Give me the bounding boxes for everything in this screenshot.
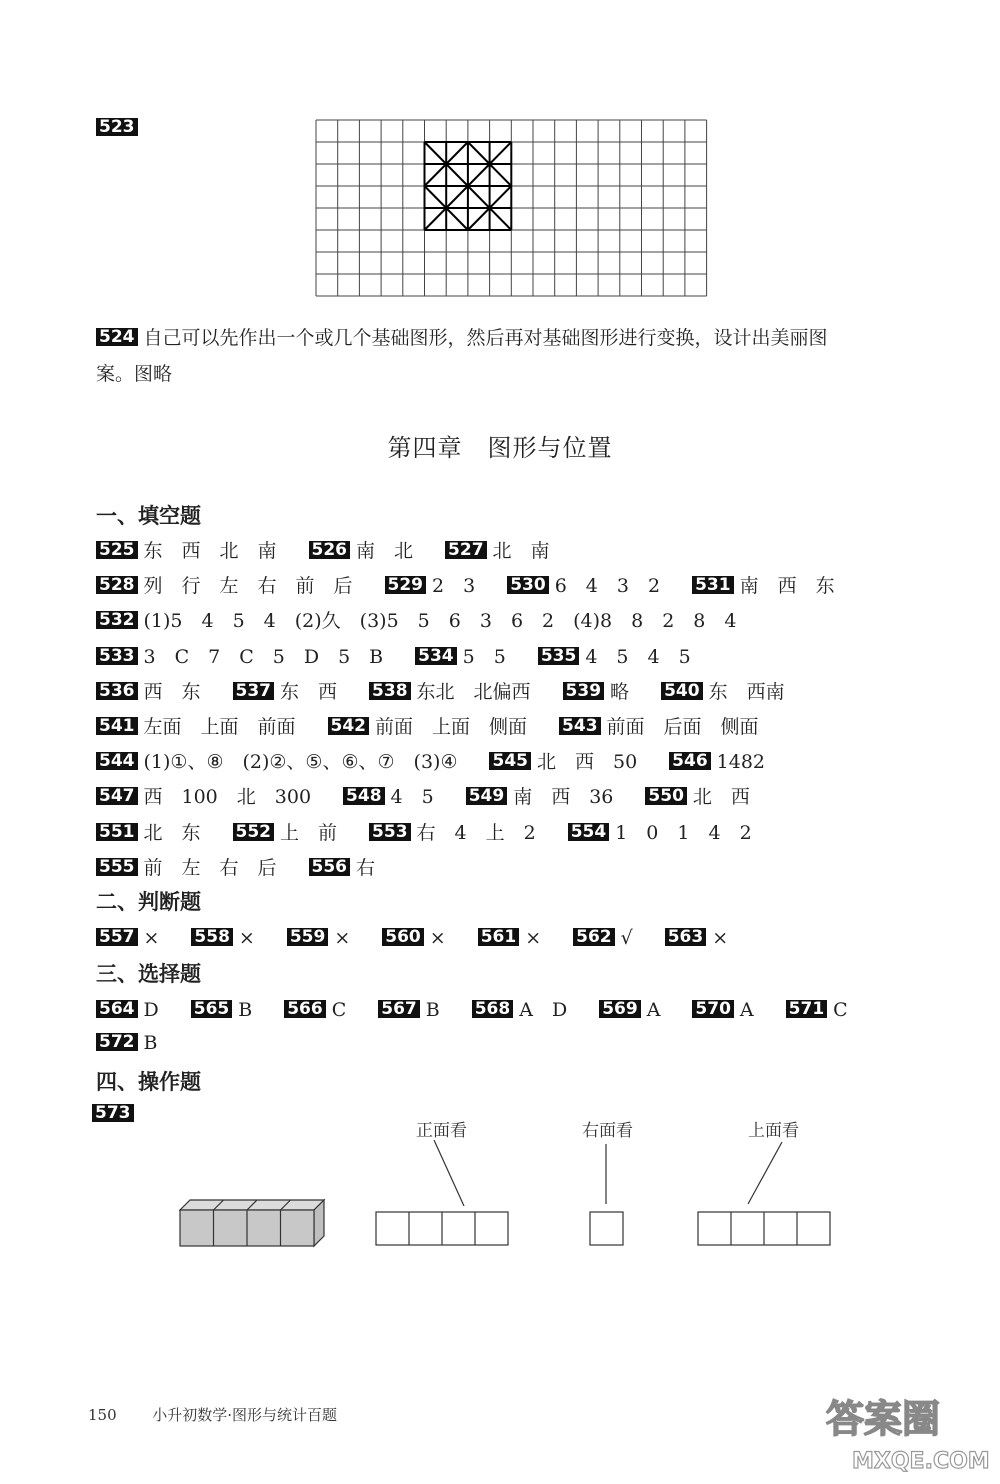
answer-value: C xyxy=(833,999,848,1021)
answer-item xyxy=(369,681,531,703)
answer-item xyxy=(669,751,765,773)
answer-item xyxy=(96,822,201,844)
answer-value: B xyxy=(425,999,440,1021)
question-number-badge: 531 xyxy=(692,576,734,594)
answer-value: 4 5 4 5 xyxy=(585,645,691,668)
answer-line xyxy=(96,537,560,565)
answer-value: 北 东 xyxy=(143,821,201,844)
answer-item xyxy=(96,1032,157,1054)
answer-value: × xyxy=(334,927,351,949)
question-number-badge: 546 xyxy=(669,752,711,770)
answer-value: 左面 上面 前面 xyxy=(143,716,296,738)
question-number-badge: 544 xyxy=(96,752,138,770)
front-view xyxy=(376,1140,508,1245)
question-number-badge: 572 xyxy=(96,1033,138,1051)
answer-text: 自己可以先作出一个或几个基础图形，然后再对基础图形进行变换，设计出美丽图 xyxy=(143,327,828,349)
answer-line xyxy=(96,996,858,1024)
answer-item xyxy=(96,927,159,949)
question-number-badge: 562 xyxy=(573,928,615,946)
question-number-badge: 527 xyxy=(445,541,487,559)
answer-value: 4 5 xyxy=(390,786,434,809)
question-number-badge: 534 xyxy=(415,647,457,665)
question-number-badge: 529 xyxy=(385,576,427,594)
question-number-badge: 557 xyxy=(96,928,138,946)
answer-value: 6 4 3 2 xyxy=(554,575,661,598)
question-number-badge: 524 xyxy=(96,328,138,346)
question-number-badge: 547 xyxy=(96,787,138,805)
question-number-badge: 565 xyxy=(191,1000,233,1018)
question-number-badge: 551 xyxy=(96,823,138,841)
answer-item xyxy=(378,999,439,1021)
question-number-badge: 571 xyxy=(786,1000,828,1018)
question-number-badge: 526 xyxy=(309,541,351,559)
answer-value: 列 行 左 右 前 后 xyxy=(143,575,353,598)
answer-value: 东 西 xyxy=(280,680,338,703)
question-524 xyxy=(96,324,828,352)
answer-value: × xyxy=(712,927,729,949)
answer-value: 1482 xyxy=(716,751,766,774)
question-number-badge: 538 xyxy=(369,682,411,700)
question-number-badge: 560 xyxy=(382,928,424,946)
answer-item xyxy=(309,540,414,562)
answer-item xyxy=(645,786,750,808)
question-number-badge: 545 xyxy=(489,752,531,770)
answer-value: 东 西 北 南 xyxy=(143,540,277,562)
answer-line xyxy=(96,854,385,882)
answer-line xyxy=(96,643,701,671)
answer-item xyxy=(478,927,541,949)
watermark-url-glyphs: MXQE.COM xyxy=(852,1449,990,1474)
answer-value: 北 南 xyxy=(492,540,550,562)
answer-value: 右 xyxy=(356,856,376,879)
question-number-badge: 566 xyxy=(284,1000,326,1018)
page-footer xyxy=(88,1404,337,1425)
front-view-label: 正面看 xyxy=(416,1121,467,1141)
answer-value: (1)5 4 5 4 (2)久 (3)5 5 6 3 6 2 (4)8 8 2 8 4 xyxy=(143,610,737,633)
answer-item xyxy=(96,999,159,1021)
question-number-badge: 539 xyxy=(563,682,605,700)
answer-value: 前 左 右 后 xyxy=(143,856,277,879)
answer-value: A xyxy=(739,999,754,1021)
section-heading-operate: 四、操作题 xyxy=(96,1070,201,1094)
answer-item xyxy=(233,822,338,844)
answer-value: C xyxy=(331,999,347,1021)
answer-item xyxy=(692,575,835,597)
answer-item xyxy=(96,646,383,668)
answer-item xyxy=(96,751,457,773)
answer-value: 略 xyxy=(610,680,630,703)
question-number-badge: 528 xyxy=(96,576,138,594)
answer-value: 2 3 xyxy=(432,575,476,598)
question-number-badge: 559 xyxy=(287,928,329,946)
question-number-badge: 556 xyxy=(309,858,351,876)
watermark-logo-glyphs: 答案圈 xyxy=(826,1397,941,1441)
answer-item xyxy=(191,927,254,949)
section-heading-fill: 一、填空题 xyxy=(96,504,201,528)
question-number-badge: 540 xyxy=(661,682,703,700)
answer-item xyxy=(96,681,201,703)
answer-value: 北 西 xyxy=(692,786,750,809)
answer-item xyxy=(466,786,614,808)
answer-value: × xyxy=(143,927,160,949)
answer-item xyxy=(573,927,633,949)
answer-item xyxy=(284,999,346,1021)
top-view-label: 上面看 xyxy=(748,1121,799,1141)
answer-item xyxy=(328,716,528,738)
question-number-badge: 570 xyxy=(692,1000,734,1018)
answer-value: × xyxy=(525,927,542,949)
answer-value: 南 西 东 xyxy=(739,575,835,598)
answer-value: 南 西 36 xyxy=(513,786,614,809)
answer-value: 右 4 上 2 xyxy=(416,821,536,844)
three-views-figure xyxy=(170,1140,850,1260)
question-number-badge: 549 xyxy=(466,787,508,805)
question-number-badge: 523 xyxy=(96,118,138,136)
answer-value: 上 前 xyxy=(280,821,338,844)
question-number-badge: 541 xyxy=(96,717,138,735)
answer-item xyxy=(472,999,567,1021)
answer-item xyxy=(287,927,350,949)
answer-item xyxy=(489,751,637,773)
answer-value: 东 西南 xyxy=(708,680,785,703)
watermark-logo xyxy=(812,1386,992,1476)
answer-line xyxy=(96,1029,167,1057)
answer-item xyxy=(369,822,536,844)
question-number-badge: 535 xyxy=(538,647,580,665)
answer-item xyxy=(96,540,277,562)
answer-value: 前面 后面 侧面 xyxy=(606,716,759,738)
answer-item xyxy=(538,646,691,668)
question-number-badge: 533 xyxy=(96,647,138,665)
answer-item xyxy=(382,927,445,949)
answer-item xyxy=(563,681,630,703)
chapter-title: 第四章 图形与位置 xyxy=(387,434,613,462)
question-number-badge: 532 xyxy=(96,611,138,629)
question-number-badge: 568 xyxy=(472,1000,514,1018)
grid-pattern-figure xyxy=(314,118,708,298)
answer-value: A D xyxy=(519,999,568,1021)
answer-value: 南 北 xyxy=(356,540,414,562)
section-heading-choice: 三、选择题 xyxy=(96,962,201,986)
answer-value: 前面 上面 侧面 xyxy=(375,716,528,738)
answer-item xyxy=(559,716,759,738)
right-view xyxy=(590,1144,623,1245)
answer-item xyxy=(665,927,728,949)
answer-item xyxy=(96,610,736,632)
question-number-badge: 564 xyxy=(96,1000,138,1018)
answer-item xyxy=(786,999,848,1021)
answer-value: (1)①、⑧ (2)②、⑤、⑥、⑦ (3)④ xyxy=(143,751,458,774)
answer-value: B xyxy=(238,999,253,1021)
answer-item xyxy=(309,857,376,879)
question-number-badge: 536 xyxy=(96,682,138,700)
answer-value: A xyxy=(646,999,661,1021)
answer-value: 3 C 7 C 5 D 5 B xyxy=(143,645,384,668)
question-number-badge: 573 xyxy=(92,1104,134,1122)
answer-value: × xyxy=(429,927,446,949)
answer-value: D xyxy=(143,999,159,1021)
answer-item xyxy=(445,540,550,562)
question-number-badge: 558 xyxy=(191,928,233,946)
answer-line xyxy=(96,783,760,811)
question-523 xyxy=(96,118,144,138)
question-number-badge: 552 xyxy=(233,823,275,841)
answer-item xyxy=(661,681,785,703)
question-number-badge: 543 xyxy=(559,717,601,735)
question-number-badge: 555 xyxy=(96,858,138,876)
answer-value: B xyxy=(143,1032,158,1054)
answer-line xyxy=(96,572,845,600)
question-number-badge: 548 xyxy=(343,787,385,805)
answer-value: 东北 北偏西 xyxy=(416,680,531,703)
cube-row-3d xyxy=(180,1200,324,1246)
answer-line xyxy=(96,607,746,635)
answer-item xyxy=(415,646,506,668)
question-number-badge: 530 xyxy=(507,576,549,594)
answer-item xyxy=(96,786,311,808)
question-number-badge: 569 xyxy=(599,1000,641,1018)
question-number-badge: 542 xyxy=(328,717,370,735)
answer-item xyxy=(385,575,476,597)
question-573 xyxy=(92,1104,140,1124)
answer-item xyxy=(191,999,252,1021)
answer-value: √ xyxy=(620,927,633,949)
question-number-badge: 550 xyxy=(645,787,687,805)
page-number: 150 xyxy=(88,1406,117,1424)
section-heading-judge: 二、判断题 xyxy=(96,890,201,914)
question-number-badge: 563 xyxy=(665,928,707,946)
answer-line xyxy=(96,924,738,952)
answer-line xyxy=(96,819,762,847)
book-title: 小升初数学·图形与统计百题 xyxy=(152,1406,337,1424)
answer-item xyxy=(343,786,434,808)
question-number-badge: 561 xyxy=(478,928,520,946)
answer-item xyxy=(692,999,753,1021)
answer-line xyxy=(96,748,775,776)
answer-line xyxy=(96,678,795,706)
answer-value: × xyxy=(238,927,255,949)
top-view xyxy=(698,1142,830,1245)
question-number-badge: 567 xyxy=(378,1000,420,1018)
answer-item xyxy=(233,681,338,703)
question-number-badge: 537 xyxy=(233,682,275,700)
answer-item xyxy=(96,716,296,738)
question-number-badge: 553 xyxy=(369,823,411,841)
right-view-label: 右面看 xyxy=(582,1121,633,1141)
answer-line xyxy=(96,713,769,741)
answer-value: 1 0 1 4 2 xyxy=(615,821,752,844)
answer-value: 西 东 xyxy=(143,680,201,703)
answer-value: 5 5 xyxy=(462,645,506,668)
answer-value: 北 西 50 xyxy=(536,751,638,774)
answer-item xyxy=(96,857,277,879)
answer-text-continued: 案。图略 xyxy=(96,363,173,385)
answer-item xyxy=(96,575,353,597)
answer-item xyxy=(568,822,752,844)
answer-value: 西 100 北 300 xyxy=(143,786,312,809)
question-number-badge: 525 xyxy=(96,541,138,559)
question-number-badge: 554 xyxy=(568,823,610,841)
answer-item xyxy=(507,575,660,597)
answer-item xyxy=(599,999,660,1021)
